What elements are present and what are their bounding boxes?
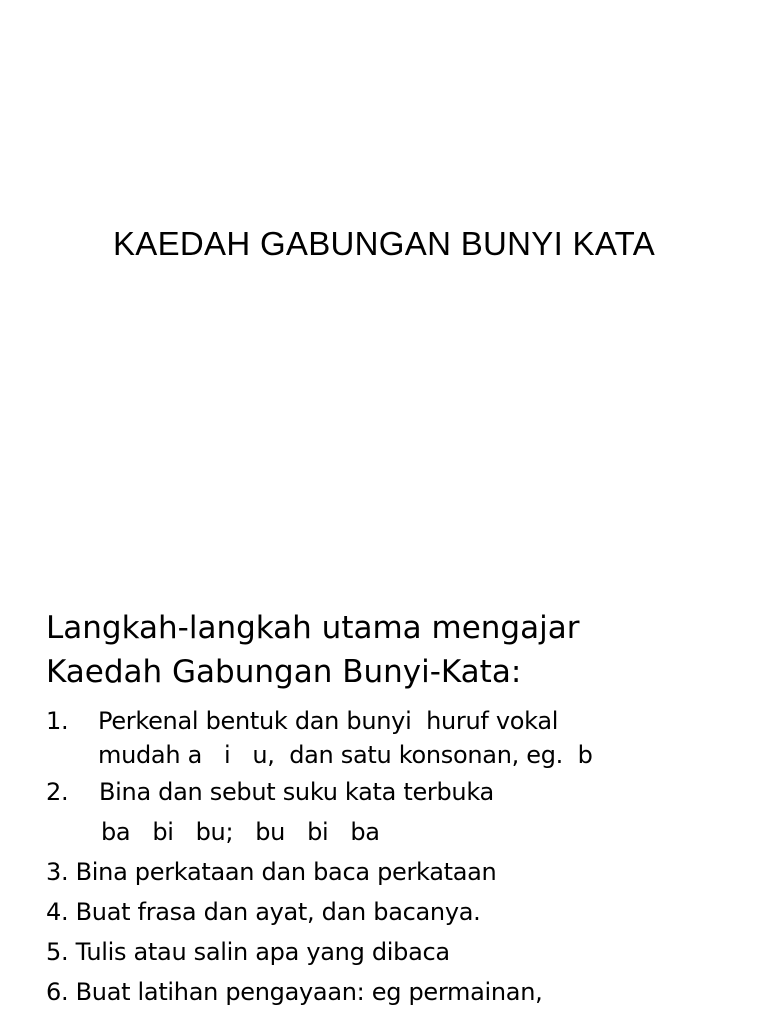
- slide-content: [46, 606, 756, 1012]
- step-6: 6. Buat latihan pengayaan: eg permainan,: [46, 978, 543, 1006]
- step-2-number: 2.: [46, 778, 69, 806]
- section-heading: [46, 606, 756, 694]
- step-4: 4. Buat frasa dan ayat, dan bacanya.: [46, 898, 481, 926]
- step-2-line-1: [46, 772, 756, 812]
- step-1-number: 1.: [46, 707, 69, 735]
- step-1-text: Perkenal bentuk dan bunyi huruf vokal: [98, 707, 559, 735]
- step-1-line-2: mudah a i u, dan satu konsonan, eg. b: [98, 741, 593, 769]
- steps-list: [46, 704, 756, 1012]
- step-2-line-2: ba bi bu; bu bi ba: [101, 818, 380, 846]
- step-2-text: Bina dan sebut suku kata terbuka: [99, 778, 494, 806]
- heading-line-2: Kaedah Gabungan Bunyi-Kata:: [46, 654, 522, 690]
- step-1-line-1: [46, 704, 756, 738]
- slide-title: KAEDAH GABUNGAN BUNYI KATA: [112, 225, 656, 262]
- heading-line-1: Langkah-langkah utama mengajar: [46, 610, 580, 646]
- step-5: 5. Tulis atau salin apa yang dibaca: [46, 938, 450, 966]
- step-3: 3. Bina perkataan dan baca perkataan: [46, 858, 497, 886]
